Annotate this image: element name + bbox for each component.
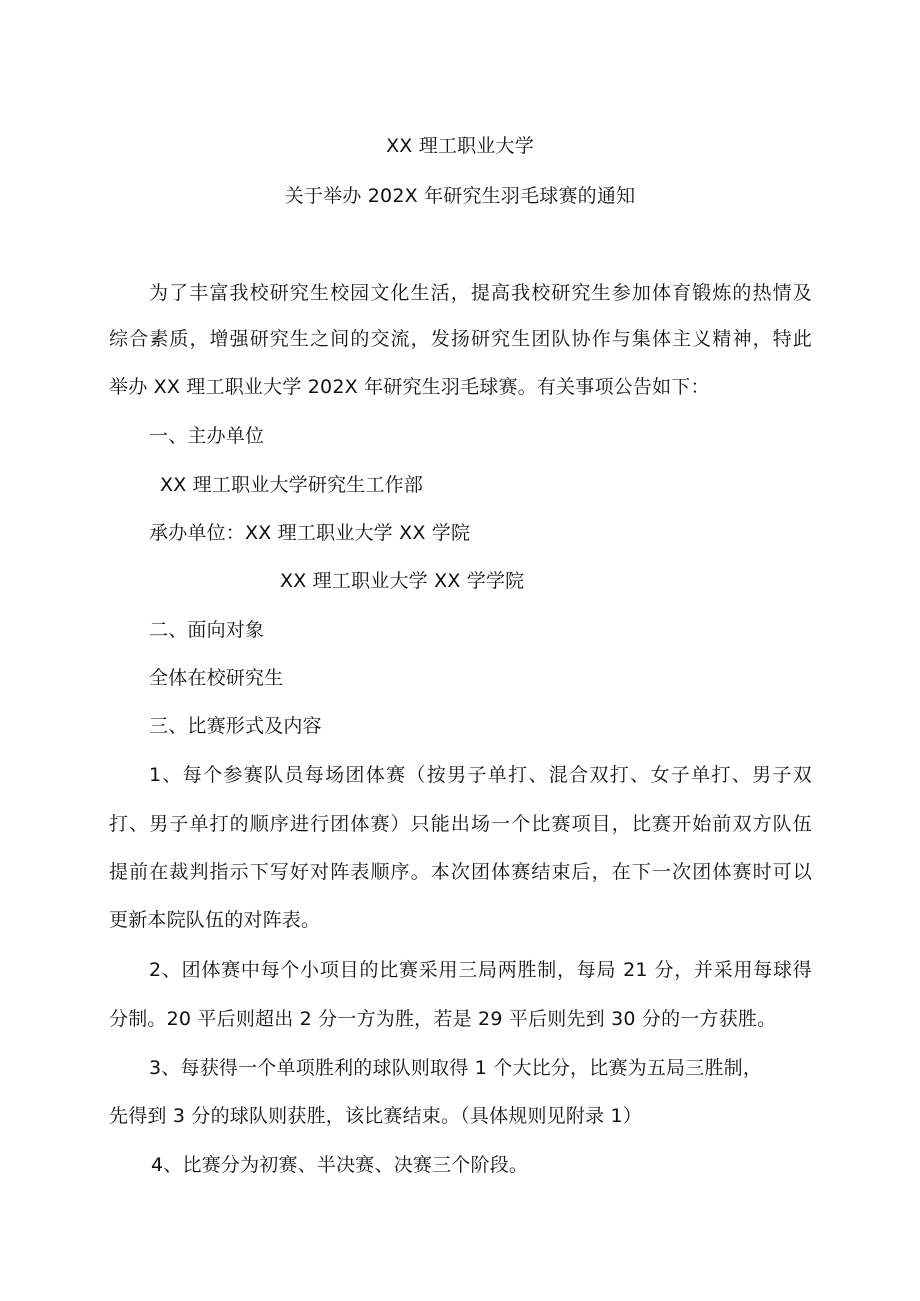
item2-line-2: 分制。20 平后则超出 2 分一方为胜，若是 29 平后则先到 30 分的一方获胜。	[109, 1008, 777, 1030]
document-title-school: XX 理工职业大学	[386, 135, 534, 157]
item3-line-1: 3、每获得一个单项胜利的球队则取得 1 个大比分，比赛为五局三胜制，	[149, 1057, 763, 1079]
section1-co-organizer: 承办单位：XX 理工职业大学 XX 学院	[149, 522, 471, 544]
intro-line-3: 举办 XX 理工职业大学 202X 年研究生羽毛球赛。有关事项公告如下：	[109, 376, 710, 398]
section2-content: 全体在校研究生	[149, 667, 284, 689]
item1-line-3: 提前在裁判指示下写好对阵表顺序。本次团体赛结束后，在下一次团体赛时可以	[109, 861, 812, 883]
document-title-notice: 关于举办 202X 年研究生羽毛球赛的通知	[284, 185, 636, 207]
item1-line-1: 1、每个参赛队员每场团体赛（按男子单打、混合双打、女子单打、男子双	[149, 764, 812, 786]
section3-heading: 三、比赛形式及内容	[149, 715, 322, 737]
item3-line-2: 先得到 3 分的球队则获胜，该比赛结束。（具体规则见附录 1）	[109, 1105, 642, 1127]
section1-co-organizer-2: XX 理工职业大学 XX 学学院	[280, 570, 525, 592]
item2-line-1: 2、团体赛中每个小项目的比赛采用三局两胜制，每局 21 分，并采用每球得	[149, 959, 812, 981]
item1-line-4: 更新本院队伍的对阵表。	[109, 909, 321, 931]
item4-line: 4、比赛分为初赛、半决赛、决赛三个阶段。	[151, 1154, 529, 1176]
intro-line-2: 综合素质，增强研究生之间的交流，发扬研究生团队协作与集体主义精神，特此	[109, 328, 812, 350]
intro-line-1: 为了丰富我校研究生校园文化生活，提高我校研究生参加体育锻炼的热情及	[149, 282, 812, 304]
section1-organizer: XX 理工职业大学研究生工作部	[160, 474, 424, 496]
section1-heading: 一、主办单位	[149, 425, 265, 447]
section2-heading: 二、面向对象	[149, 619, 265, 641]
item1-line-2: 打、男子单打的顺序进行团体赛）只能出场一个比赛项目，比赛开始前双方队伍	[109, 813, 812, 835]
